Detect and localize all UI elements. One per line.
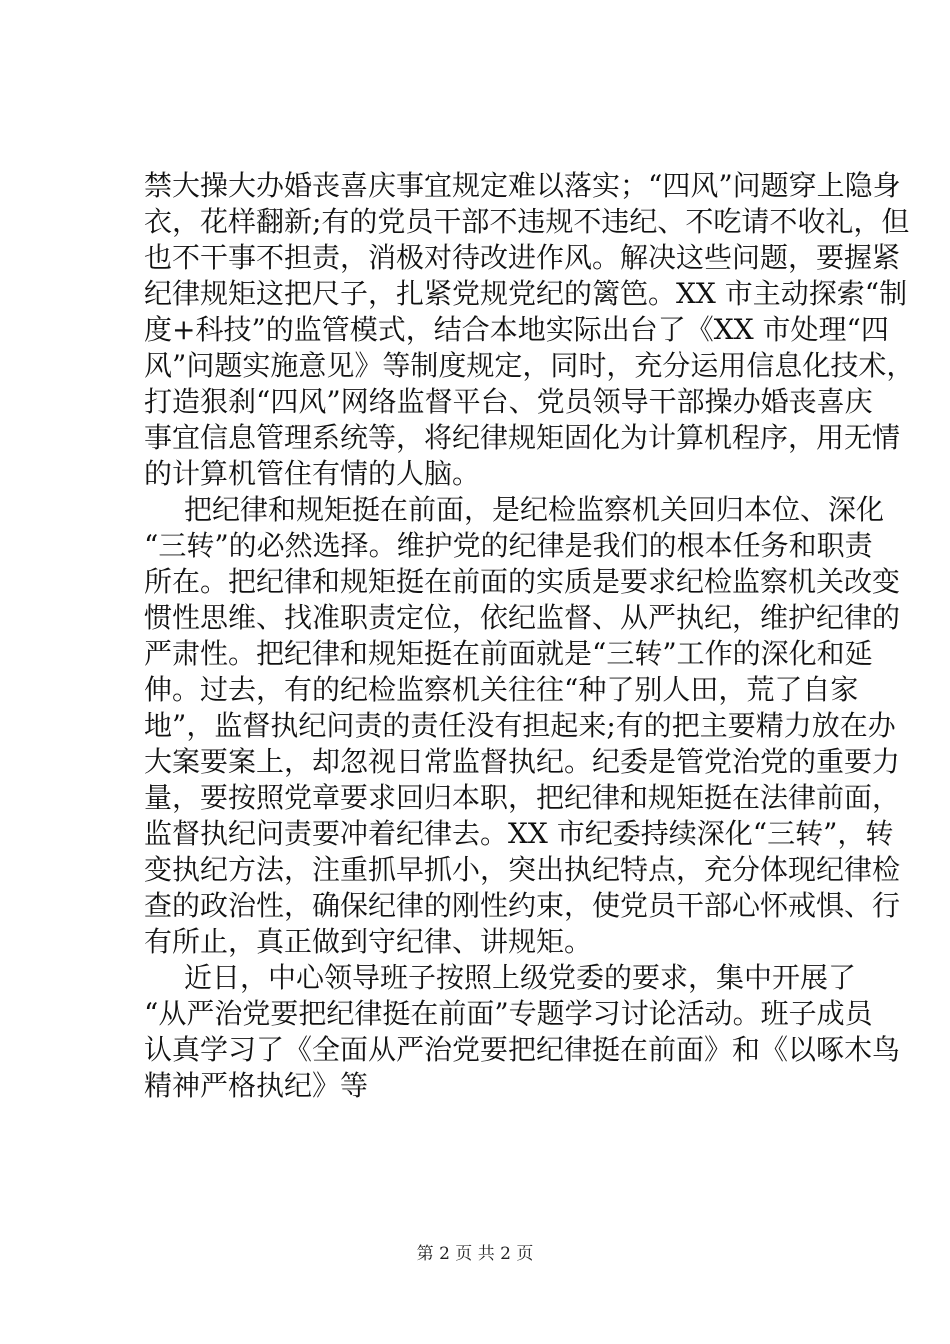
text-line: 也不干事不担责，消极对待改进作风。解决这些问题，要握紧 — [144, 241, 901, 274]
text-line: 打造狠刹“四风”网络监督平台、党员领导干部操办婚丧喜庆 — [144, 385, 873, 418]
paragraph-1 — [144, 168, 915, 492]
text-line: 的计算机管住有情的人脑。 — [144, 457, 481, 490]
text-line: 禁大操大办婚丧喜庆事宜规定难以落实；“四风”问题穿上隐身 — [144, 169, 901, 202]
text-line: 所在。把纪律和规矩挺在前面的实质是要求纪检监察机关改变 — [144, 565, 901, 598]
text-line: “三转”的必然选择。维护党的纪律是我们的根本任务和职责 — [144, 529, 873, 562]
text-line: 风”问题实施意见》等制度规定，同时，充分运用信息化技术， — [144, 349, 915, 382]
text-line: 事宜信息管理系统等，将纪律规矩固化为计算机程序，用无情 — [144, 421, 901, 454]
text-line: 查的政治性，确保纪律的刚性约束，使党员干部心怀戒惧、行 — [144, 889, 901, 922]
text-line: 精神严格执纪》等 — [144, 1069, 369, 1102]
text-line: 认真学习了《全面从严治党要把纪律挺在前面》和《以啄木鸟 — [144, 1033, 901, 1066]
text-line: 度+科技”的监管模式，结合本地实际出台了《XX 市处理“四 — [144, 313, 889, 346]
text-line: “从严治党要把纪律挺在前面”专题学习讨论活动。班子成员 — [144, 997, 873, 1030]
text-line: 有所止，真正做到守纪律、讲规矩。 — [144, 925, 593, 958]
text-line: 大案要案上，却忽视日常监督执纪。纪委是管党治党的重要力 — [144, 745, 901, 778]
page-indicator: 第 2 页 共 2 页 — [416, 1244, 534, 1264]
text-line: 地”，监督执纪问责的责任没有担起来;有的把主要精力放在办 — [144, 709, 896, 742]
text-line: 变执纪方法，注重抓早抓小，突出执纪特点，充分体现纪律检 — [144, 853, 901, 886]
text-line: 近日，中心领导班子按照上级党委的要求，集中开展了 — [184, 961, 857, 994]
text-line: 纪律规矩这把尺子，扎紧党规党纪的篱笆。XX 市主动探索“制 — [144, 277, 908, 310]
paragraph-2 — [144, 492, 901, 960]
text-line: 量，要按照党章要求回归本职，把纪律和规矩挺在法律前面， — [144, 781, 901, 814]
text-line: 监督执纪问责要冲着纪律去。XX 市纪委持续深化“三转”，转 — [144, 817, 894, 850]
text-line: 伸。过去，有的纪检监察机关往往“种了别人田，荒了自家 — [144, 673, 859, 706]
text-line: 严肃性。把纪律和规矩挺在前面就是“三转”工作的深化和延 — [144, 637, 873, 670]
document-body — [144, 168, 915, 1104]
paragraph-3 — [144, 960, 901, 1104]
text-line: 惯性思维、找准职责定位，依纪监督、从严执纪，维护纪律的 — [144, 601, 901, 634]
text-line: 衣，花样翻新;有的党员干部不违规不违纪、不吃请不收礼，但 — [144, 205, 910, 238]
text-line: 把纪律和规矩挺在前面，是纪检监察机关回归本位、深化 — [184, 493, 885, 526]
